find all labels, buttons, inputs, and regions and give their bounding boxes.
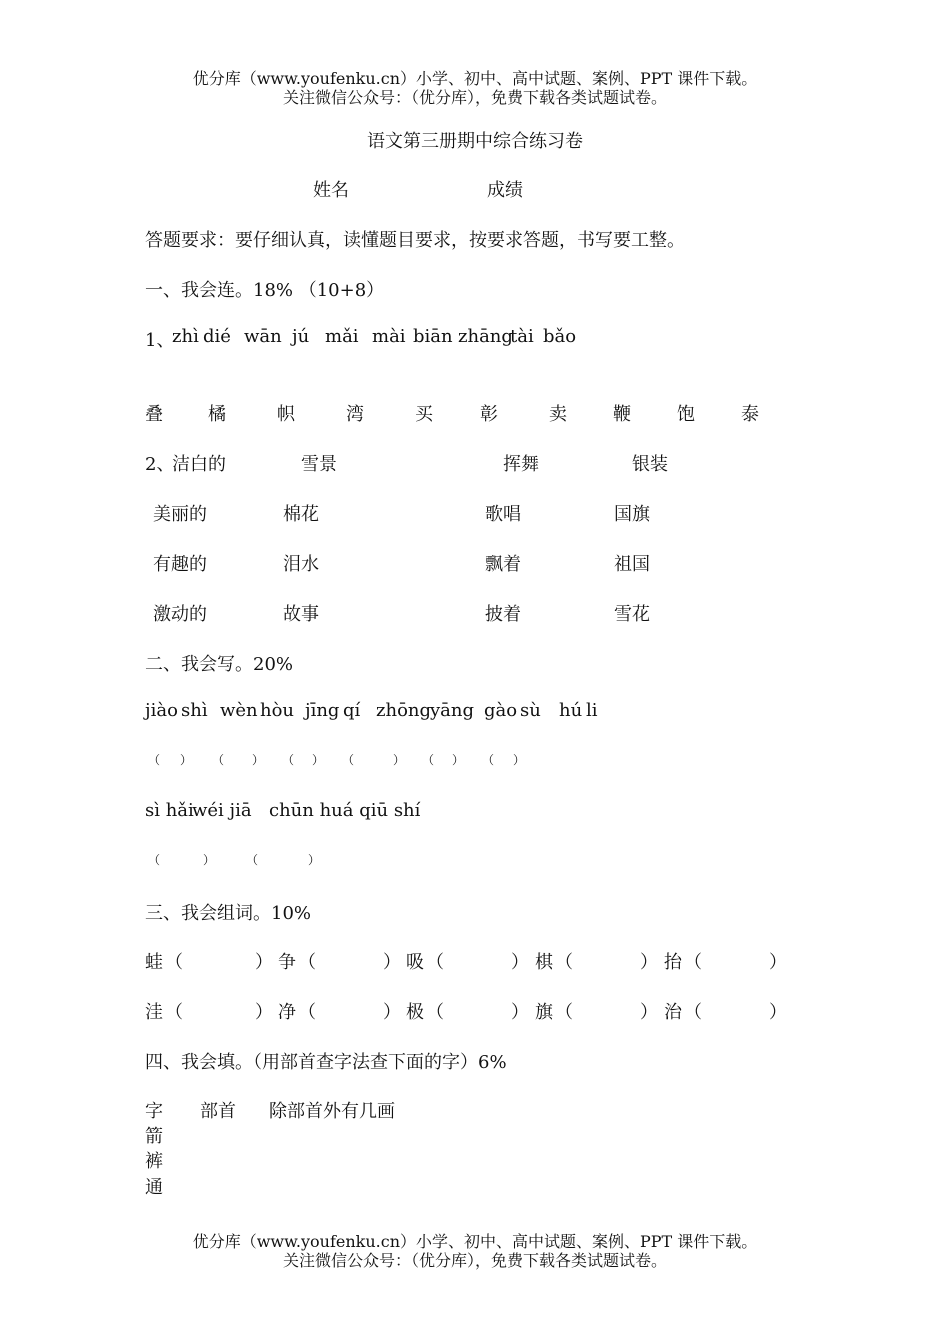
char-item: 泰: [741, 404, 759, 425]
pinyin-item: sù: [520, 700, 541, 721]
pinyin-item: jú: [292, 326, 310, 347]
pinyin-item: qí: [343, 700, 361, 721]
paren-close: ）: [383, 952, 401, 973]
pinyin-item: biān: [413, 326, 453, 347]
paren-open: （: [298, 1002, 316, 1023]
paren-close: ）: [452, 753, 465, 767]
pinyin-item: wān: [244, 326, 282, 347]
paren-open: （: [148, 853, 161, 867]
pinyin-item: wèn: [220, 700, 258, 721]
paren-close: ）: [180, 753, 193, 767]
paren-open: （: [426, 1002, 444, 1023]
pinyin-item: hòu: [260, 700, 295, 721]
paren-open: （: [684, 952, 702, 973]
match-word: 棉花: [283, 504, 319, 525]
column-header-char: 字: [145, 1101, 163, 1122]
q2-prefix: 2、: [145, 454, 175, 475]
match-word: 银装: [632, 454, 668, 475]
match-word: 美丽的: [153, 504, 207, 525]
pinyin-item: yāng: [430, 700, 475, 721]
match-word: 洁白的: [172, 454, 226, 475]
section2-heading: 二、我会写。20%: [145, 654, 294, 675]
section3-heading: 三、我会组词。10%: [145, 903, 312, 924]
score-label: 成绩: [487, 180, 523, 201]
paren-close: ）: [383, 1002, 401, 1023]
name-label: 姓名: [313, 180, 349, 201]
section1-heading: 一、我会连。18% （10+8）: [145, 280, 385, 301]
char-item: 橘: [208, 404, 226, 425]
match-word: 故事: [283, 604, 319, 625]
pinyin-item: chūn huá qiū shí: [269, 800, 421, 821]
match-word: 有趣的: [153, 554, 207, 575]
pinyin-item: sì hǎi: [145, 800, 194, 821]
lookup-char: 通: [145, 1177, 163, 1198]
char-item: 买: [415, 404, 433, 425]
match-word: 挥舞: [503, 454, 539, 475]
char-item: 叠: [145, 404, 163, 425]
paren-open: （: [555, 952, 573, 973]
pinyin-item: jīng: [305, 700, 340, 721]
match-word: 雪花: [614, 604, 650, 625]
section4-heading: 四、我会填。（用部首查字法查下面的字）6%: [145, 1052, 507, 1073]
char-item: 鞭: [613, 404, 631, 425]
match-word: 歌唱: [485, 504, 521, 525]
word-char: 抬: [664, 952, 682, 973]
paren-open: （: [426, 952, 444, 973]
requirement-text: 答题要求：要仔细认真，读懂题目要求，按要求答题，书写要工整。: [145, 230, 685, 251]
page-title: 语文第三册期中综合练习卷: [367, 131, 583, 152]
paren-close: ）: [640, 952, 658, 973]
pinyin-item: hú: [559, 700, 583, 721]
q1-prefix: 1、: [145, 330, 175, 351]
paren-open: （: [165, 1002, 183, 1023]
pinyin-item: zhāng: [458, 326, 513, 347]
match-word: 国旗: [614, 504, 650, 525]
word-char: 棋: [535, 952, 553, 973]
word-char: 治: [664, 1002, 682, 1023]
pinyin-item: mǎi: [325, 326, 359, 347]
header-line-1: 优分库（www.youfenku.cn）小学、初中、高中试题、案例、PPT 课件下载。: [192, 69, 758, 88]
word-char: 极: [406, 1002, 424, 1023]
word-char: 旗: [535, 1002, 553, 1023]
match-word: 泪水: [283, 554, 319, 575]
paren-close: ）: [252, 753, 265, 767]
paren-open: （: [165, 952, 183, 973]
column-header-radical: 部首: [200, 1101, 236, 1122]
paren-close: ）: [255, 1002, 273, 1023]
paren-open: （: [212, 753, 225, 767]
pinyin-item: zhì: [172, 326, 199, 347]
lookup-char: 箭: [145, 1126, 163, 1147]
pinyin-item: mài: [372, 326, 406, 347]
header-line-2: 关注微信公众号：（优分库），免费下载各类试题试卷。: [282, 88, 667, 107]
paren-open: （: [148, 753, 161, 767]
paren-close: ）: [511, 952, 529, 973]
pinyin-item: wéi jiā: [192, 800, 252, 821]
paren-close: ）: [255, 952, 273, 973]
paren-close: ）: [513, 753, 526, 767]
match-word: 飘着: [485, 554, 521, 575]
pinyin-item: li: [586, 700, 598, 721]
match-word: 激动的: [153, 604, 207, 625]
word-char: 吸: [406, 952, 424, 973]
word-char: 蛙: [145, 952, 163, 973]
paren-close: ）: [308, 853, 321, 867]
paren-open: （: [342, 753, 355, 767]
footer-line-1: 优分库（www.youfenku.cn）小学、初中、高中试题、案例、PPT 课件下载。: [192, 1232, 758, 1251]
paren-close: ）: [393, 753, 406, 767]
paren-close: ）: [312, 753, 325, 767]
footer-line-2: 关注微信公众号：（优分库），免费下载各类试题试卷。: [282, 1251, 667, 1270]
match-word: 披着: [485, 604, 521, 625]
char-item: 饱: [677, 404, 695, 425]
paren-open: （: [298, 952, 316, 973]
word-char: 洼: [145, 1002, 163, 1023]
paren-close: ）: [640, 1002, 658, 1023]
char-item: 帜: [277, 404, 295, 425]
match-word: 祖国: [614, 554, 650, 575]
lookup-char: 裤: [145, 1151, 163, 1172]
pinyin-item: jiào: [145, 700, 178, 721]
paren-close: ）: [769, 952, 787, 973]
paren-close: ）: [511, 1002, 529, 1023]
column-header-strokes: 除部首外有几画: [269, 1101, 395, 1122]
match-word: 雪景: [301, 454, 337, 475]
paren-open: （: [422, 753, 435, 767]
char-item: 彰: [480, 404, 498, 425]
paren-close: ）: [203, 853, 216, 867]
paren-open: （: [246, 853, 259, 867]
char-item: 湾: [346, 404, 364, 425]
pinyin-item: tài: [510, 326, 534, 347]
word-char: 净: [278, 1002, 296, 1023]
pinyin-item: dié: [203, 326, 231, 347]
paren-open: （: [684, 1002, 702, 1023]
pinyin-item: zhōng: [376, 700, 432, 721]
pinyin-item: bǎo: [543, 326, 577, 347]
paren-close: ）: [769, 1002, 787, 1023]
word-char: 争: [278, 952, 296, 973]
pinyin-item: gào: [484, 700, 518, 721]
pinyin-item: shì: [181, 700, 208, 721]
char-item: 卖: [549, 404, 567, 425]
paren-open: （: [282, 753, 295, 767]
paren-open: （: [482, 753, 495, 767]
paren-open: （: [555, 1002, 573, 1023]
